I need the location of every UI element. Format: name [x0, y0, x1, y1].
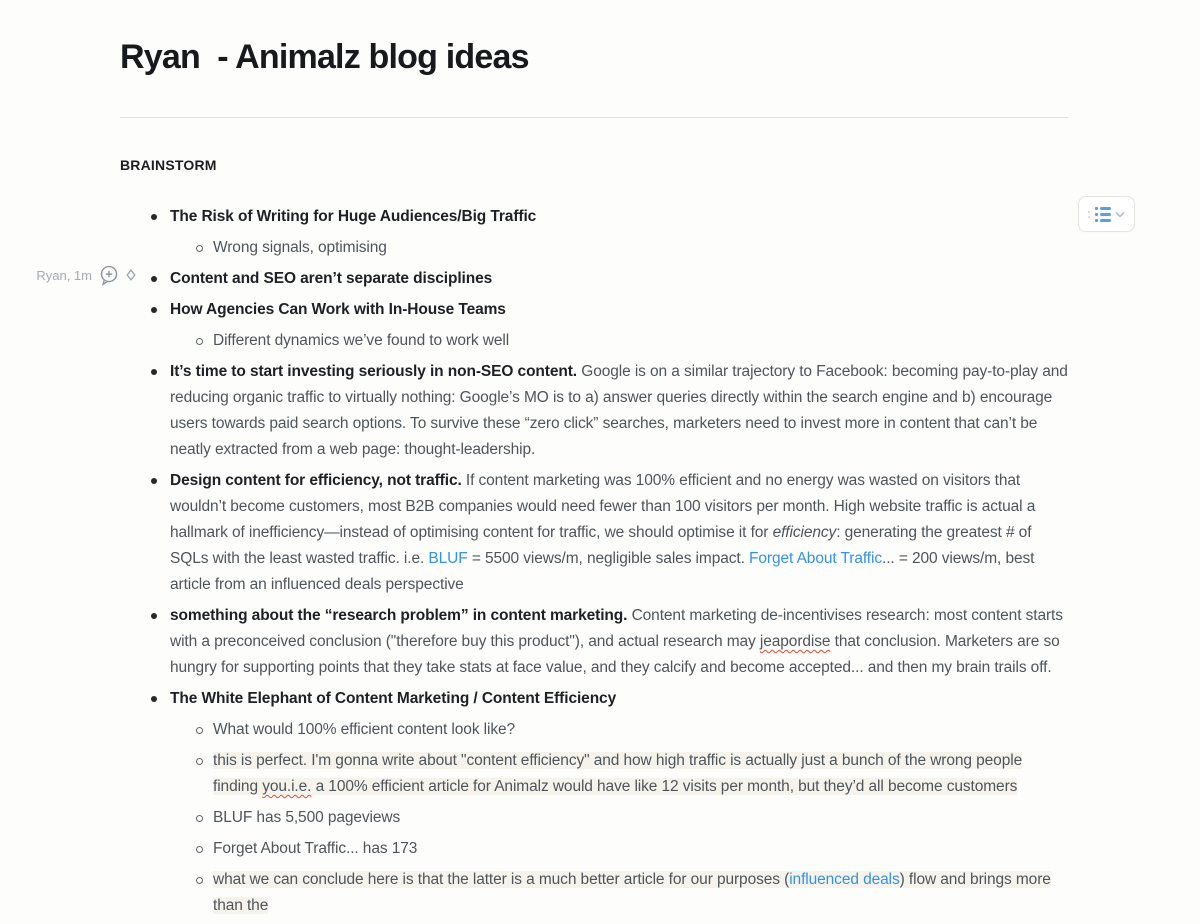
text-segment: If content marketing was 100% efficient and no energy was wasted on visitors that wouldn’t become customers, most B2B companies would need fewer than 100 visitors per month. High website traffic is actual a hallmark of inefficiency—instead of optimising content for traffic, we should optimise it for	[170, 472, 1036, 541]
disc-bullet-marker	[151, 276, 157, 282]
text-segment: Content marketing de-incentivises research: most content starts with a preconceived conclusion ("therefore buy this product"), and actual research may	[170, 607, 1063, 650]
text-segment: efficiency	[772, 524, 837, 541]
list-style-button[interactable]	[1078, 196, 1135, 232]
text-segment: The Risk of Writing for Huge Audiences/Big Traffic	[170, 208, 537, 225]
comment-highlight[interactable]	[213, 752, 1022, 795]
circle-bullet-marker	[196, 245, 203, 252]
list-item-text	[213, 235, 1070, 261]
text-segment: Forget About Traffic... has 173	[213, 840, 418, 857]
list-item-text	[213, 867, 1070, 919]
text-segment: It’s time to start investing seriously in non-SEO content.	[170, 363, 578, 380]
list-item-sub[interactable]	[120, 717, 1070, 743]
circle-bullet-marker	[196, 815, 203, 822]
bulleted-list-icon	[1095, 207, 1111, 222]
list-item-text	[213, 805, 1070, 831]
list-item-text	[213, 328, 1070, 354]
text-segment: Content and SEO aren’t separate disciplines	[170, 270, 493, 287]
disc-bullet-marker	[151, 613, 157, 619]
list-item-text	[170, 468, 1070, 598]
text-segment: Design content for efficiency, not traffic.	[170, 472, 462, 489]
page-title[interactable]: Ryan - Animalz blog ideas	[120, 38, 529, 76]
list-item-sub[interactable]	[120, 836, 1070, 862]
list-item[interactable]	[120, 359, 1070, 463]
list-item[interactable]	[120, 686, 1070, 712]
list-item-text	[170, 266, 1070, 292]
text-segment: The White Elephant of Content Marketing / Content Efficiency	[170, 690, 617, 707]
disc-bullet-marker	[151, 307, 157, 313]
circle-bullet-marker	[196, 338, 203, 345]
text-segment: a 100% efficient article for Animalz would have like 12 visits per month, but they’d all become customers	[311, 778, 1018, 795]
list-item[interactable]	[120, 468, 1070, 598]
chevron-down-icon	[1115, 211, 1125, 218]
text-segment: Different dynamics we’ve found to work well	[213, 332, 510, 349]
disc-bullet-marker	[151, 696, 157, 702]
text-segment: What would 100% efficient content look like?	[213, 721, 516, 738]
list-item-text	[170, 204, 1070, 230]
disc-bullet-marker	[151, 478, 157, 484]
list-item[interactable]	[120, 266, 1070, 292]
list-item-text	[170, 359, 1070, 463]
text-segment: Wrong signals, optimising	[213, 239, 387, 256]
list-item[interactable]	[120, 603, 1070, 681]
document-content[interactable]	[120, 0, 1070, 924]
section-heading[interactable]: BRAINSTORM	[120, 157, 217, 173]
text-segment: that conclusion. Marketers are so hungry for supporting points that they take stats at face value, and they calcify and become accepted... and then my brain trails off.	[170, 633, 1060, 676]
list-item[interactable]	[120, 297, 1070, 323]
list-item-text	[213, 748, 1070, 800]
circle-bullet-marker	[196, 758, 203, 765]
text-segment: = 5500 views/m, negligible sales impact.	[467, 550, 750, 567]
text-segment: : generating the greatest # of SQLs with the least wasted traffic. i.e.	[170, 524, 1032, 567]
list-item-text	[213, 836, 1070, 862]
text-segment: How Agencies Can Work with In-House Teams	[170, 301, 506, 318]
disc-bullet-marker	[151, 369, 157, 375]
inline-link[interactable]: Forget About Traffic	[749, 550, 882, 567]
add-comment-button[interactable]	[98, 264, 120, 286]
margin-author-note	[0, 262, 136, 288]
text-segment: Google is on a similar trajectory to Facebook: becoming pay-to-play and reducing organic traffic to virtually nothing: Google’s MO is to a) answer queries directly within the search engine and b) encourage users towards paid search options. To survive these “zero click” searches, marketers need to invest more in content that can’t be neatly extracted from a web page: thought-leadership.	[170, 363, 1068, 458]
drag-dots-icon	[1088, 211, 1090, 218]
title-divider	[120, 117, 1068, 118]
text-segment: you.i.e.	[262, 778, 312, 795]
bullet-list[interactable]	[120, 204, 1070, 919]
author-timestamp-label[interactable]: Ryan, 1m	[36, 267, 92, 283]
inline-link[interactable]: BLUF	[428, 550, 468, 567]
list-item-sub[interactable]	[120, 867, 1070, 919]
comment-highlight[interactable]	[213, 871, 1051, 914]
text-segment: ... = 200 views/m, best article from an influenced deals perspective	[170, 550, 1035, 593]
circle-bullet-marker	[196, 727, 203, 734]
text-segment: something about the “research problem” in content marketing.	[170, 607, 628, 624]
list-item-text	[170, 686, 1070, 712]
list-item-text	[213, 717, 1070, 743]
text-segment: what we can conclude here is that the latter is a much better article for our purposes (	[213, 871, 790, 888]
list-item[interactable]	[120, 204, 1070, 230]
text-segment: ) flow and brings more than the	[213, 871, 1051, 914]
list-item-text	[170, 603, 1070, 681]
list-item-sub[interactable]	[120, 748, 1070, 800]
list-item-sub[interactable]	[120, 805, 1070, 831]
circle-bullet-marker	[196, 877, 203, 884]
inline-link[interactable]: influenced deals	[789, 871, 900, 888]
list-item-sub[interactable]	[120, 235, 1070, 261]
list-item-sub[interactable]	[120, 328, 1070, 354]
comment-plus-icon	[98, 264, 120, 286]
disc-bullet-marker	[151, 214, 157, 220]
text-segment: this is perfect. I'm gonna write about "content efficiency" and how high traffic is actually just a bunch of the wrong people finding	[213, 752, 1023, 795]
list-item-text	[170, 297, 1070, 323]
text-segment: BLUF has 5,500 pageviews	[213, 809, 401, 826]
circle-bullet-marker	[196, 846, 203, 853]
text-segment: jeapordise	[759, 633, 831, 650]
